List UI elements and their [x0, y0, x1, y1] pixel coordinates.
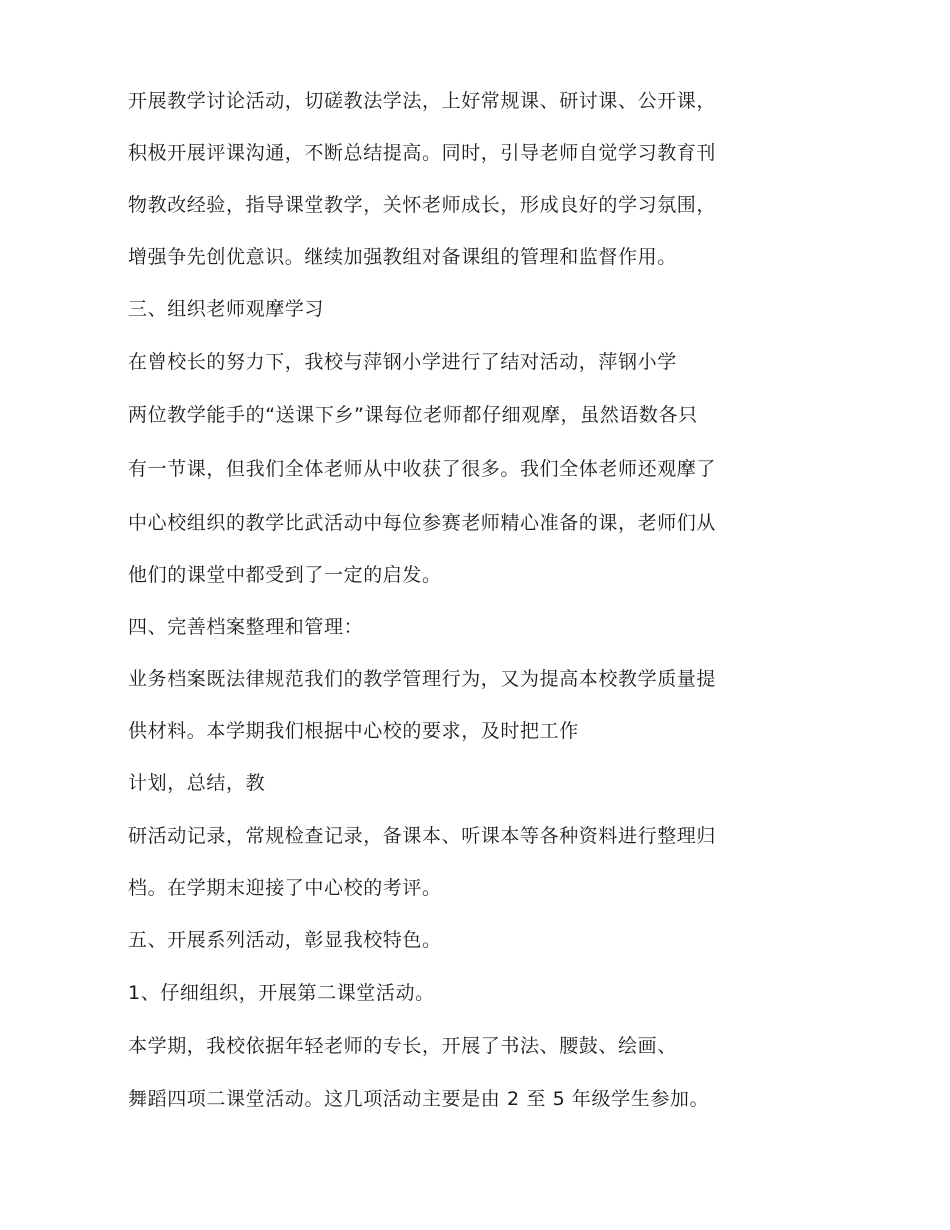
- section-heading: 三、组织老师观摩学习: [128, 298, 325, 320]
- paragraph-line: 本学期，我校依据年轻老师的专长，开展了书法、腰鼓、绘画、: [128, 1035, 677, 1057]
- paragraph-line: 他们的课堂中都受到了一定的启发。: [128, 564, 442, 586]
- paragraph-line: 舞蹈四项二课堂活动。这几项活动主要是由 2 至 5 年级学生参加。: [128, 1088, 710, 1110]
- paragraph-line: 物教改经验，指导课堂教学，关怀老师成长，形成良好的学习氛围，: [128, 194, 717, 216]
- subsection-heading: 1、仔细组织，开展第二课堂活动。: [128, 982, 435, 1004]
- paragraph-line: 计划，总结，教: [128, 772, 266, 794]
- paragraph-line: 研活动记录，常规检查记录，备课本、听课本等各种资料进行整理归: [128, 825, 717, 847]
- paragraph-line: 积极开展评课沟通，不断总结提高。同时，引导老师自觉学习教育刊: [128, 142, 717, 164]
- paragraph-line: 档。在学期末迎接了中心校的考评。: [128, 877, 442, 899]
- paragraph-line: 在曾校长的努力下，我校与萍钢小学进行了结对活动，萍钢小学: [128, 351, 677, 373]
- paragraph-line: 供材料。本学期我们根据中心校的要求，及时把工作: [128, 720, 579, 742]
- paragraph-line: 业务档案既法律规范我们的教学管理行为，又为提高本校教学质量提: [128, 668, 717, 690]
- section-heading: 五、开展系列活动，彰显我校特色。: [128, 929, 442, 951]
- paragraph-line: 中心校组织的教学比武活动中每位参赛老师精心准备的课，老师们从: [128, 512, 717, 534]
- paragraph-line: 开展教学讨论活动，切磋教法学法，上好常规课、研讨课、公开课，: [128, 90, 717, 112]
- paragraph-line: 两位教学能手的“送课下乡”课每位老师都仔细观摩，虽然语数各只: [128, 404, 698, 426]
- section-heading: 四、完善档案整理和管理：: [128, 616, 364, 638]
- paragraph-line: 增强争先创优意识。继续加强教组对备课组的管理和监督作用。: [128, 246, 677, 268]
- paragraph-line: 有一节课，但我们全体老师从中收获了很多。我们全体老师还观摩了: [128, 458, 717, 480]
